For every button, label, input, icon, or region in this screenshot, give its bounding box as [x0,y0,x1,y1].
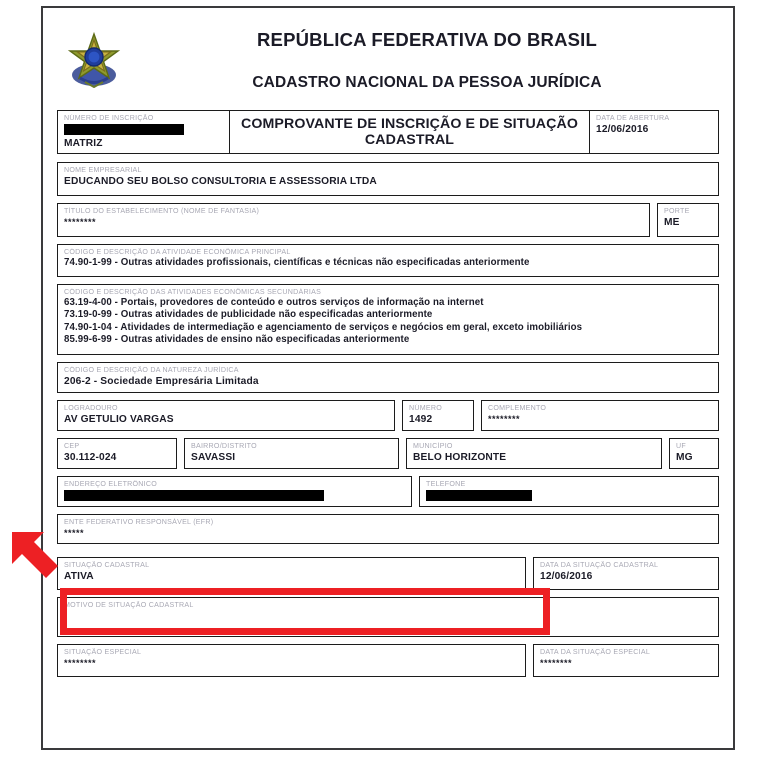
legal-nature-field [57,362,719,393]
trade-name-row [57,203,719,237]
secondary-activity-item: 63.19-4-00 - Portais, provedores de conteúdo e outros serviços de informação na internet [64,297,484,308]
company-name-row [57,162,719,196]
secondary-activity-item: 74.90-1-04 - Atividades de intermediação e agenciamento de serviços e negócios em geral, exceto imobiliários [64,321,583,333]
city-field [406,438,662,469]
district-value: SAVASSI [191,452,236,463]
legal-nature-value: 206-2 - Sociedade Empresária Limitada [64,376,259,387]
complement-value: ******** [488,414,521,424]
status-reason-label: MOTIVO DE SITUAÇÃO CADASTRAL [64,601,194,609]
trade-name-value: ******** [64,217,97,227]
company-name-value: EDUCANDO SEU BOLSO CONSULTORIA E ASSESSORIA LTDA [64,176,377,187]
registration-status-label: SITUAÇÃO CADASTRAL [64,561,150,569]
establishment-type-value: MATRIZ [64,138,103,149]
registration-status-date-field [533,557,719,590]
secondary-activities-field [57,284,719,355]
inscription-number-redaction [64,124,184,135]
state-field [669,438,719,469]
email-redaction [64,490,324,501]
status-reason-field [57,597,719,637]
zip-label: CEP [64,442,80,450]
page-subtitle: CADASTRO NACIONAL DA PESSOA JURÍDICA [252,74,602,92]
registration-status-row [57,557,719,590]
efr-row [57,514,719,544]
company-name-label: NOME EMPRESARIAL [64,166,142,174]
trade-name-label: TÍTULO DO ESTABELECIMENTO (NOME DE FANTASIA) [64,207,260,215]
special-status-date-field [533,644,719,677]
main-activity-label: CÓDIGO E DESCRIÇÃO DA ATIVIDADE ECONÔMICA PRINCIPAL [64,248,291,256]
secondary-activity-item: 73.19-0-99 - Outras atividades de publicidade não especificadas anteriormente [64,309,433,321]
complement-field [481,400,719,431]
document-header [57,18,719,110]
email-label: ENDEREÇO ELETRÔNICO [64,480,158,488]
secondary-activity-item: 85.99-6-99 - Outras atividades de ensino não especificadas anteriormente [64,334,410,346]
special-status-row [57,644,719,677]
special-status-value: ******** [64,658,97,668]
street-number-field [402,400,474,431]
complement-label: COMPLEMENTO [488,404,547,412]
identification-strip [57,110,719,154]
street-number-value: 1492 [409,414,433,425]
address-city-row [57,438,719,469]
efr-value: ***** [64,528,85,538]
company-size-value: ME [664,217,680,228]
registration-status-field [57,557,526,590]
zip-field [57,438,177,469]
state-label: UF [676,442,686,450]
special-status-date-label: DATA DA SITUAÇÃO ESPECIAL [540,648,651,656]
email-field [57,476,412,507]
page-title: REPÚBLICA FEDERATIVA DO BRASIL [256,29,598,50]
opening-date-label: DATA DE ABERTURA [596,114,670,122]
status-badge: ATIVA [64,571,94,582]
city-label: MUNICÍPIO [413,442,453,450]
legal-nature-row [57,362,719,393]
main-activity-field [57,244,719,277]
street-number-label: NÚMERO [409,404,443,412]
document-title-text: COMPROVANTE DE INSCRIÇÃO E DE SITUAÇÃO CADASTRAL [241,116,578,148]
secondary-activities-row [57,284,719,355]
opening-date-field [590,111,718,153]
trade-name-field [57,203,650,237]
status-reason-row [57,597,719,637]
address-street-row [57,400,719,431]
contact-row [57,476,719,507]
street-label: LOGRADOURO [64,404,118,412]
zip-value: 30.112-024 [64,452,117,463]
document-title-cell [230,111,590,153]
special-status-field [57,644,526,677]
phone-label: TELEFONE [426,480,466,488]
company-name-field [57,162,719,196]
street-field [57,400,395,431]
company-size-field [657,203,719,237]
opening-date-value: 12/06/2016 [596,124,649,135]
efr-label: ENTE FEDERATIVO RESPONSÁVEL (EFR) [64,518,214,526]
district-field [184,438,399,469]
efr-field [57,514,719,544]
inscription-number-field [58,111,230,153]
inscription-number-label: NÚMERO DE INSCRIÇÃO [64,114,154,122]
phone-field [419,476,719,507]
district-label: BAIRRO/DISTRITO [191,442,257,450]
special-status-label: SITUAÇÃO ESPECIAL [64,648,142,656]
company-size-label: PORTE [664,207,690,215]
city-value: BELO HORIZONTE [413,452,507,463]
registration-status-date-label: DATA DA SITUAÇÃO CADASTRAL [540,561,659,569]
legal-nature-label: CÓDIGO E DESCRIÇÃO DA NATUREZA JURÍDICA [64,366,239,374]
phone-redaction [426,490,532,501]
main-activity-row [57,244,719,277]
main-activity-value: 74.90-1-99 - Outras atividades profissionais, científicas e técnicas não especificadas anteriormente [64,257,530,268]
cnpj-document-page [41,6,735,750]
secondary-activities-label: CÓDIGO E DESCRIÇÃO DAS ATIVIDADES ECONÔMICAS SECUNDÁRIAS [64,288,322,296]
special-status-date-value: ******** [540,658,573,668]
registration-status-date-value: 12/06/2016 [540,571,593,582]
brazil-coat-of-arms-icon [67,30,121,88]
state-value: MG [676,452,693,463]
street-value: AV GETULIO VARGAS [64,414,174,425]
